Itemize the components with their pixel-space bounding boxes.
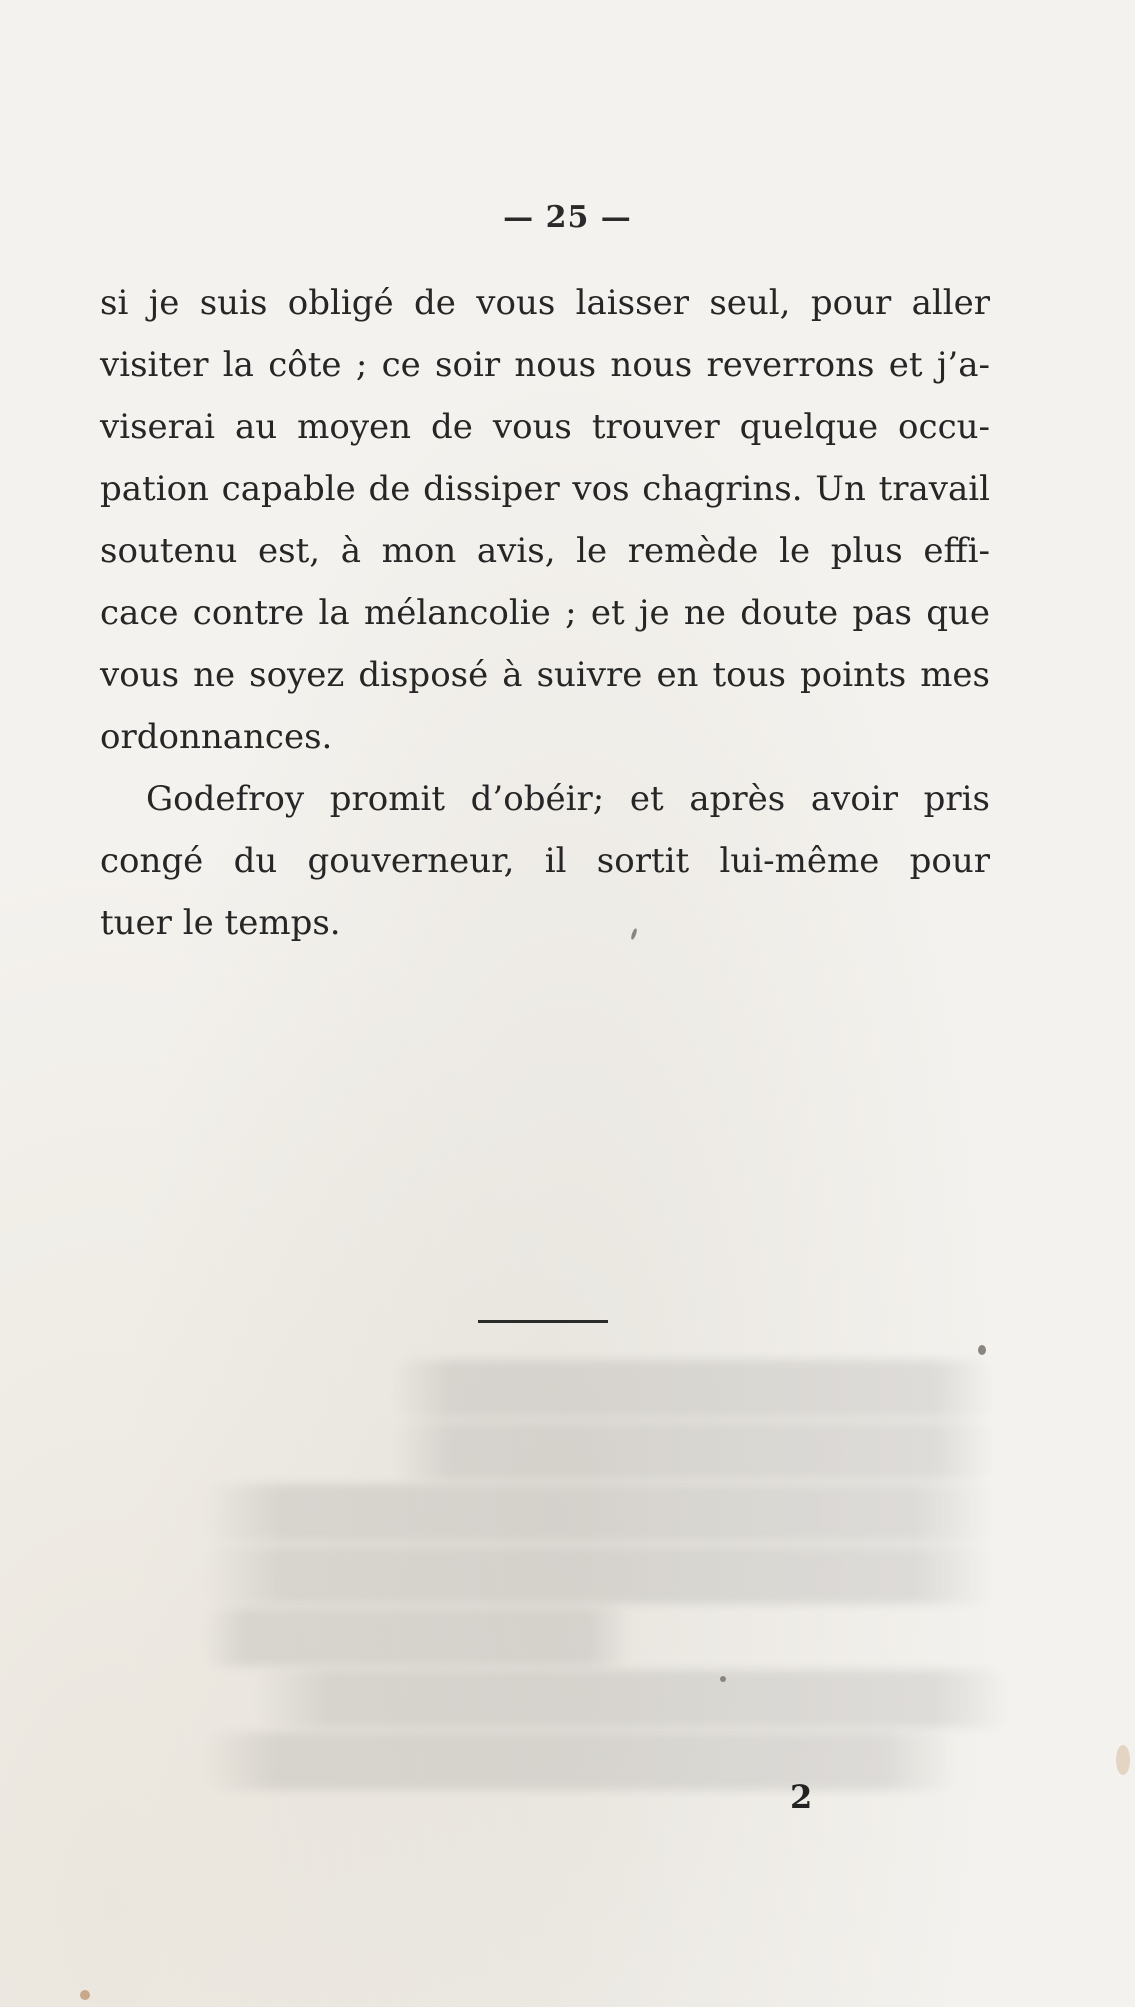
signature-mark: 2 <box>790 1778 813 1816</box>
section-divider <box>478 1320 608 1323</box>
paper-speck <box>720 1676 726 1682</box>
text-line: visiter la côte ; ce soir nous nous reverrons et j’a- <box>100 345 990 385</box>
bleed-through-texture <box>150 1360 1010 1794</box>
text-line: vous ne soyez disposé à suivre en tous points mes <box>100 655 990 695</box>
body-text <box>100 272 990 954</box>
text-line: tuer le temps. <box>100 903 341 943</box>
text-line: ordonnances. <box>100 717 333 757</box>
text-line: cace contre la mélancolie ; et je ne doute pas que <box>100 593 990 633</box>
paper-speck <box>978 1345 986 1355</box>
text-line: viserai au moyen de vous trouver quelque occu- <box>100 407 990 447</box>
text-line: congé du gouverneur, il sortit lui-même pour <box>100 841 990 881</box>
text-line: soutenu est, à mon avis, le remède le plus effi- <box>100 531 990 571</box>
page-number: — 25 — <box>503 200 632 235</box>
text-line: si je suis obligé de vous laisser seul, pour aller <box>100 283 990 323</box>
text-line: pation capable de dissiper vos chagrins. Un travail <box>100 469 990 509</box>
text-line: Godefroy promit d’obéir; et après avoir pris <box>146 779 990 819</box>
paper-speck <box>80 1990 90 2000</box>
paper-speck <box>1116 1745 1130 1775</box>
